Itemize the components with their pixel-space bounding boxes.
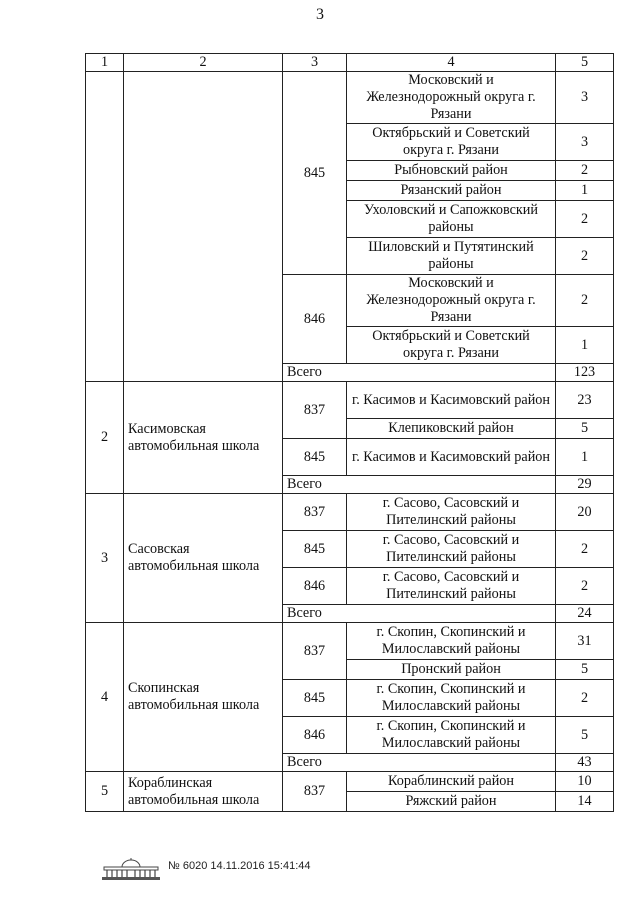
area-cell: г. Сасово, Сасовский и Пителинский районы xyxy=(347,494,556,531)
area-cell: Рязанский район xyxy=(347,181,556,201)
count-cell: 10 xyxy=(556,772,614,792)
area-cell: Ухоловский и Сапожковский районы xyxy=(347,201,556,238)
row-number-cell: 3 xyxy=(86,494,124,623)
total-label-cell: Всего xyxy=(283,754,556,772)
count-cell: 2 xyxy=(556,680,614,717)
count-cell: 3 xyxy=(556,72,614,124)
school-name-cell: Скопинская автомобильная школа xyxy=(124,623,283,772)
count-cell: 5 xyxy=(556,717,614,754)
count-cell: 5 xyxy=(556,419,614,439)
area-cell: Пронский район xyxy=(347,660,556,680)
code-cell: 845 xyxy=(283,439,347,476)
header-cell-3: 3 xyxy=(283,54,347,72)
code-cell: 845 xyxy=(283,72,347,275)
count-cell: 14 xyxy=(556,792,614,812)
registration-stamp: № 6020 14.11.2016 15:41:44 xyxy=(168,860,311,872)
area-cell: г. Скопин, Скопинский и Милославский районы xyxy=(347,717,556,754)
total-label-cell: Всего xyxy=(283,476,556,494)
code-cell: 845 xyxy=(283,680,347,717)
total-value-cell: 24 xyxy=(556,605,614,623)
count-cell: 5 xyxy=(556,660,614,680)
area-cell: г. Сасово, Сасовский и Пителинский районы xyxy=(347,531,556,568)
row-number-cell xyxy=(86,72,124,382)
code-cell: 837 xyxy=(283,382,347,439)
count-cell: 2 xyxy=(556,568,614,605)
count-cell: 2 xyxy=(556,238,614,275)
area-cell: г. Касимов и Касимовский район xyxy=(347,382,556,419)
code-cell: 846 xyxy=(283,717,347,754)
count-cell: 2 xyxy=(556,531,614,568)
area-cell: Шиловский и Путятинский районы xyxy=(347,238,556,275)
total-label-cell: Всего xyxy=(283,605,556,623)
distribution-table xyxy=(85,53,614,812)
code-cell: 837 xyxy=(283,623,347,680)
header-row xyxy=(86,54,614,72)
school-name-cell: Сасовская автомобильная школа xyxy=(124,494,283,623)
total-value-cell: 29 xyxy=(556,476,614,494)
row-number-cell: 2 xyxy=(86,382,124,494)
table-row xyxy=(86,772,614,792)
area-cell: Кораблинский район xyxy=(347,772,556,792)
area-cell: Московский и Железнодорожный округа г. Рязани xyxy=(347,275,556,327)
table-row xyxy=(86,72,614,124)
area-cell: Московский и Железнодорожный округа г. Рязани xyxy=(347,72,556,124)
area-cell: г. Скопин, Скопинский и Милославский районы xyxy=(347,623,556,660)
area-cell: Клепиковский район xyxy=(347,419,556,439)
table-row xyxy=(86,382,614,419)
total-value-cell: 123 xyxy=(556,364,614,382)
row-number-cell: 5 xyxy=(86,772,124,812)
school-name-cell xyxy=(124,72,283,382)
area-cell: Рыбновский район xyxy=(347,161,556,181)
row-number-cell: 4 xyxy=(86,623,124,772)
code-cell: 845 xyxy=(283,531,347,568)
total-value-cell: 43 xyxy=(556,754,614,772)
header-cell-1: 1 xyxy=(86,54,124,72)
header-cell-2: 2 xyxy=(124,54,283,72)
code-cell: 846 xyxy=(283,275,347,364)
count-cell: 2 xyxy=(556,161,614,181)
count-cell: 1 xyxy=(556,439,614,476)
area-cell: Октябрьский и Советский округа г. Рязани xyxy=(347,124,556,161)
count-cell: 31 xyxy=(556,623,614,660)
count-cell: 20 xyxy=(556,494,614,531)
school-name-cell: Кораблинская автомобильная школа xyxy=(124,772,283,812)
code-cell: 837 xyxy=(283,494,347,531)
header-cell-5: 5 xyxy=(556,54,614,72)
table-row xyxy=(86,494,614,531)
area-cell: Октябрьский и Советский округа г. Рязани xyxy=(347,327,556,364)
page-number: 3 xyxy=(316,6,324,23)
header-cell-4: 4 xyxy=(347,54,556,72)
code-cell: 846 xyxy=(283,568,347,605)
area-cell: г. Касимов и Касимовский район xyxy=(347,439,556,476)
school-name-cell: Касимовская автомобильная школа xyxy=(124,382,283,494)
area-cell: Ряжский район xyxy=(347,792,556,812)
count-cell: 23 xyxy=(556,382,614,419)
count-cell: 1 xyxy=(556,181,614,201)
total-label-cell: Всего xyxy=(283,364,556,382)
count-cell: 2 xyxy=(556,275,614,327)
count-cell: 1 xyxy=(556,327,614,364)
table-row xyxy=(86,623,614,660)
area-cell: г. Сасово, Сасовский и Пителинский районы xyxy=(347,568,556,605)
area-cell: г. Скопин, Скопинский и Милославский районы xyxy=(347,680,556,717)
table-body xyxy=(86,54,614,812)
government-building-logo-icon xyxy=(100,858,162,882)
code-cell: 837 xyxy=(283,772,347,812)
count-cell: 2 xyxy=(556,201,614,238)
count-cell: 3 xyxy=(556,124,614,161)
